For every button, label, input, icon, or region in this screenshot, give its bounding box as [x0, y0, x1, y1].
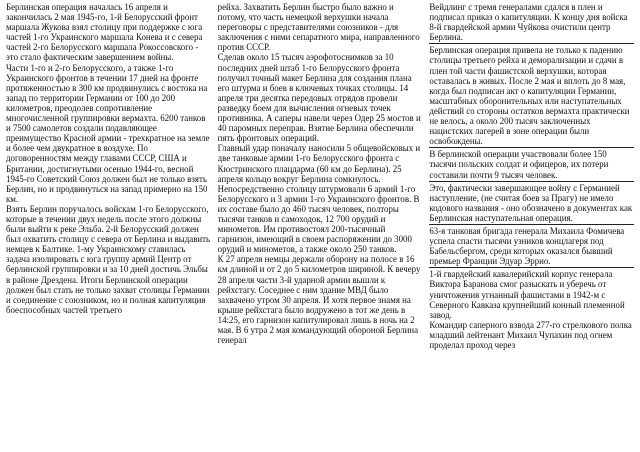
paragraph: Берлинская операция началась 16 апреля и закончилась 2 мая 1945-го, 1-й Белорусский фронт маршала Жукова взял столицу при поддержке с юга частей 1-го Украинского маршала Конева и с севера частей 2-го Белорусского маршала Рокоссовского - это стало фактическим завершением войны. — [6, 2, 203, 63]
paragraph: рейха. Захватить Берлин быстро было важно и потому, что часть немецкой верхушки начала переговоры с представителями союзников - для заключения с ними сепаратного мира, направленного против СССР. — [217, 2, 420, 53]
divider — [429, 224, 634, 225]
text-column-1 — [6, 2, 211, 452]
paragraph: Взять Берлин поручалось войскам 1-го Белорусского, которые в течении двух недель после этого должны были выйти к реке Эльба. 2-й Белорусский должен был охватить столицу с севера от Берлина и выдавить немцев к Балтике. 1-му Украинскому ставилась задача изолировать с юга группу армий Центр от берлинской группировки и за 10 дней достичь Эльбы в районе Дрездена. Итоги Берлинской операции должен был стать не только захват столицы Германии и соединение с союзником, но и полная капитуляция боеспособных частей третьего — [6, 203, 211, 315]
paragraph: Это, фактически завершающее войну с Германией наступление, (не считая боев за Прагу) не имело кодового названия - оно обозначено в документах как Берлинская наступательная операция. — [429, 182, 633, 223]
divider — [429, 181, 634, 182]
text-column-3 — [429, 2, 634, 452]
paragraph: В берлинской операции участвовали более 150 тысячи польских солдат и офицеров, их потери составили почти 9 тысяч человек. — [429, 149, 609, 180]
paragraph: Сделав около 15 тысяч аэрофотоснимков за 10 последних дней штаб 1-го Белорусского фронта получил точный макет Берлина для создания плана его штурма и боев в ключевых точках столицы. 14 апреля три десятка передовых отрядов провели разведку боем для вычисления огневых точек противника. А саперы навели через Одер 25 мостов и 40 паромных переправ. Взятие Берлина обеспечили пять фронтовых операций. — [217, 52, 421, 144]
paragraph: Командир саперного взвода 277-го стрелкового полка младший лейтенант Михаил Чупахин под огнем проделал проход через — [429, 319, 632, 350]
divider — [429, 43, 634, 44]
divider — [429, 147, 634, 148]
paragraph: 1-й гвардейский кавалерийский корпус генерала Виктора Баранова смог разыскать и уберечь от уничтожения угнанный фашистами в 1942-м с Северного Кавказа крупнейший конный племенной завод. — [429, 269, 625, 320]
paragraph: Части 1-го и 2-го Белорусского, а также 1-го Украинского фронтов в течении 17 дней на фронте протяженностью в 300 км продвинулись с востока на запад по территории Германии от 100 до 200 километров, преодолев сопротивление многочисленной группировки вермахта. 6200 танков и 7500 самолетов создали подавляющее преимущество Красной армии - трехкратное на земле и более чем двукратное в воздухе. По договоренностям между главами СССР, США и Британии, достигнутыми осенью 1944-го, весной 1945-го Советский Союз должен был не только взять Берлин, но и продвинуться на запад примерно на 150 км. — [6, 62, 210, 204]
paragraph: Главный удар поначалу наносили 5 общевойсковых и две танковые армии 1-го Белорусского фронта с Кюстринского плацдарма (60 км до Берлина). 25 апреля кольцо вокруг Берлина сомкнулось. Непосредственно столицу штурмовали 6 армий 1-го Белорусского и 3 армии 1-го Украинского фронтов. В их составе было до 460 тысяч человек, полторы тысячи танков и самоходок, 12 700 орудий и минометов. Им противостоял 200-тысячный гарнизон, имеющий в своем распоряжении до 3000 орудий и минометов, а также около 250 танков. — [217, 143, 421, 255]
text-column-2 — [218, 2, 423, 452]
paragraph: Вейдлинг с тремя генералами сдался в плен и подписал приказ о капитуляции. К концу дня войска 8-й гвардейской армии Чуйкова очистили центр Берлина. — [429, 2, 628, 43]
paragraph: 63-я танковая бригада генерала Михаила Фомичева успела спасти тысячи узников концлагеря под Бабельсбергом, среди которых оказался бывший премьер Франции Эдуар Эррио. — [429, 225, 625, 267]
paragraph: Берлинская операция привела не только к падению столицы третьего рейха и деморализации и сдачи в плен той части фашистской верхушки, которая оставалась в живых. После 2 мая и вплоть до 8 мая, когда был подписан акт о капитуляции Германии, масштабных оборонительных или наступательных действий со стороны остатков вермахта практически не велось, а около 200 тысяч заключенных нацистских лагерей в зоне операции были освобождены. — [429, 45, 630, 147]
divider — [429, 267, 634, 268]
paragraph: К 27 апреля немцы держали оборону на полосе в 16 км длиной и от 2 до 5 километров шириной. К вечеру 28 апреля части 3-й ударной армии вышли к рейхстагу. Соседнее с ним здание МВД было захвачено утром 30 апреля. И хотя первое знамя на крыше рейхстага было водружено в тот же день в 14:25, его гарнизон капитулировал лишь в ночь на 2 мая. В 6 утра 2 мая командующий обороной Берлина генерал — [217, 254, 421, 346]
